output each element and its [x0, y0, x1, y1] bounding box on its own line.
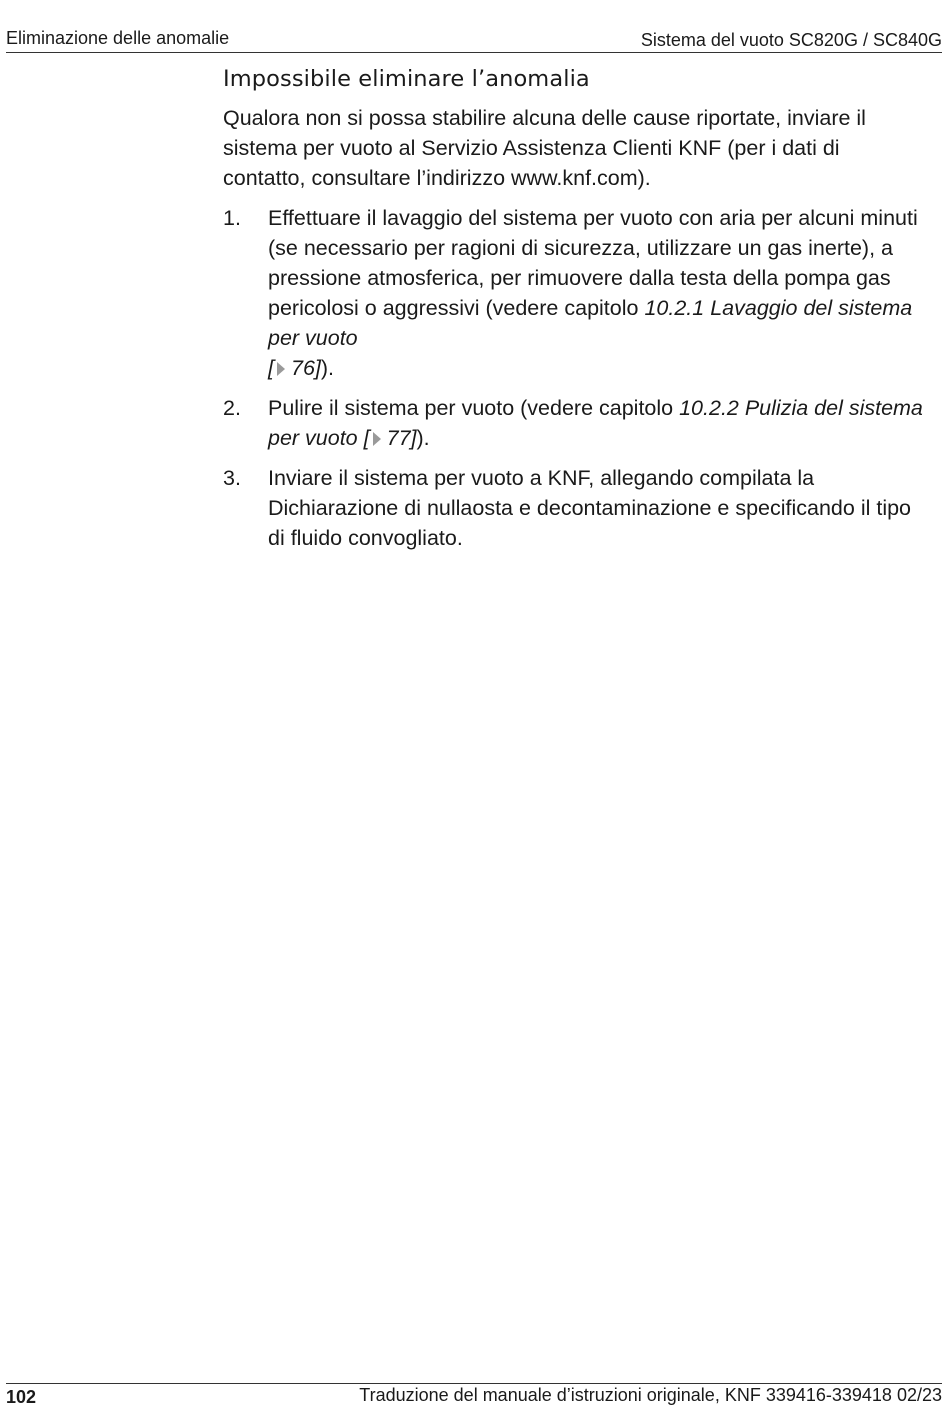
reference-title: 10.2.1 Lavaggio del sistema per vuoto [268, 296, 913, 350]
reference-title: 10.2.2 Pulizia del sistema per vuoto [268, 396, 923, 450]
reference-bracket: [ [268, 356, 274, 380]
section-title: Impossibile eliminare l’anomalia [223, 66, 590, 92]
step-1 [223, 203, 923, 383]
triangle-right-icon [277, 362, 285, 376]
step-2 [223, 393, 923, 453]
page-number: 102 [6, 1387, 37, 1407]
reference-page: 77] [386, 426, 417, 450]
page-header [6, 28, 942, 53]
intro-paragraph: Qualora non si possa stabilire alcuna delle cause riportate, inviare il sistema per vuoto al Servizio Assistenza Clienti KNF (per i dati di contatto, consultare l’indirizzo www.knf.com). [223, 106, 866, 190]
main-content [223, 62, 933, 563]
triangle-right-icon [373, 432, 381, 446]
step-number: 2. [223, 396, 241, 420]
step-text: Pulire il sistema per vuoto (vedere capitolo [268, 396, 680, 420]
header-chapter: Eliminazione delle anomalie [6, 28, 230, 48]
step-text-end: ). [320, 356, 335, 380]
step-3 [223, 463, 923, 553]
step-number: 1. [223, 206, 241, 230]
steps-list [223, 203, 933, 553]
page-footer [6, 1383, 942, 1406]
reference-page: 76] [290, 356, 321, 380]
header-product: Sistema del vuoto SC820G / SC840G [640, 30, 942, 50]
step-number: 3. [223, 466, 241, 490]
step-text: Effettuare il lavaggio del sistema per vuoto con aria per alcuni minuti (se necessario per ragioni di sicurezza, utilizzare un gas inerte), a pressione atmosferica, per rimuovere dalla testa della pompa gas pericolosi o aggressivi (vedere capitolo [268, 206, 918, 320]
step-text-end: ). [416, 426, 430, 450]
document-reference: Traduzione del manuale d’istruzioni originale, KNF 339416-339418 02/23 [359, 1385, 942, 1405]
step-text: Inviare il sistema per vuoto a KNF, allegando compilata la Dichiarazione di nullaosta e decontaminazione e specificando il tipo di fluido convogliato. [268, 466, 912, 550]
reference-bracket: [ [363, 426, 370, 450]
